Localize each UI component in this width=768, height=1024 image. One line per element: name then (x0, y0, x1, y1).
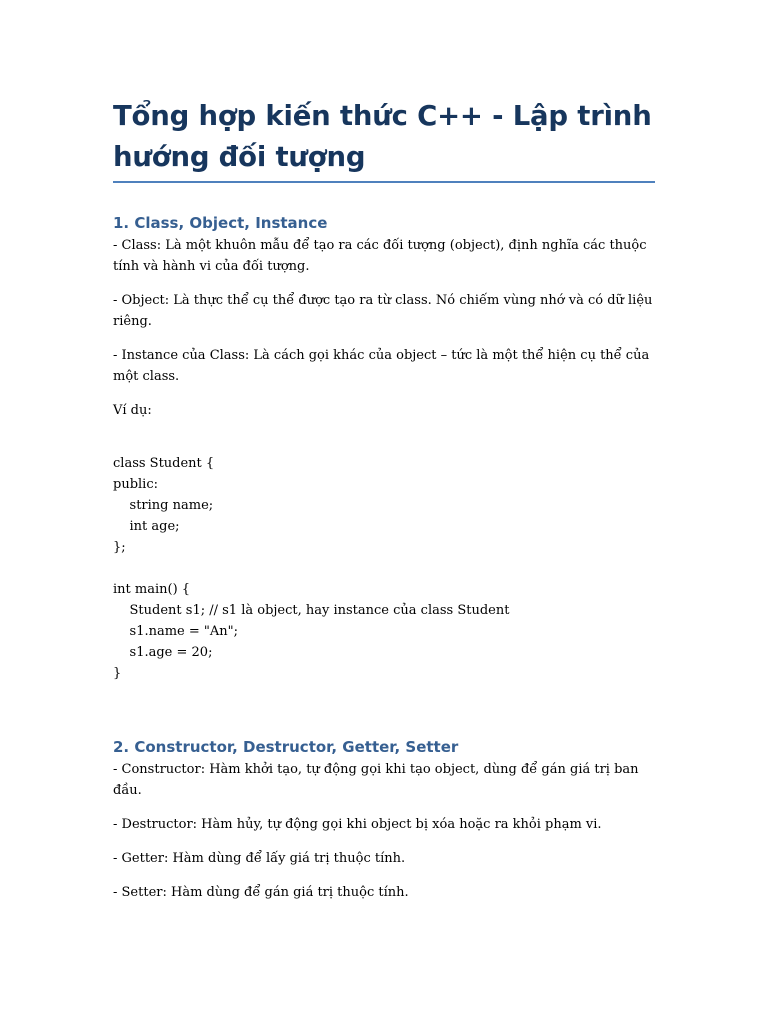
code-line: string name; (113, 498, 214, 513)
code-line: }; (113, 540, 126, 555)
paragraph-object: - Object: Là thực thể cụ thể được tạo ra từ class. Nó chiếm vùng nhớ và có dữ liệu riêng. (113, 293, 653, 329)
code-line: int main() { (113, 582, 191, 597)
paragraph-instance: - Instance của Class: Là cách gọi khác của object – tức là một thể hiện cụ thể của một class. (113, 348, 650, 384)
code-line: s1.age = 20; (113, 645, 213, 660)
paragraph-setter: - Setter: Hàm dùng để gán giá trị thuộc tính. (113, 885, 409, 900)
section-1-heading: 1. Class, Object, Instance (113, 214, 328, 232)
section-2-heading: 2. Constructor, Destructor, Getter, Setter (113, 738, 459, 756)
title-underline (113, 181, 655, 183)
code-line: } (113, 666, 122, 681)
title-line-1: Tổng hợp kiến thức C++ - Lập trình (113, 100, 652, 132)
document-title (113, 96, 655, 178)
document-page (113, 96, 655, 903)
code-line: class Student { (113, 456, 215, 471)
code-line: int age; (113, 519, 180, 534)
title-line-2: hướng đối tượng (113, 141, 366, 173)
code-line: s1.name = "An"; (113, 624, 239, 639)
code-line: Student s1; // s1 là object, hay instance của class Student (113, 603, 510, 618)
code-example (113, 453, 655, 684)
paragraph-constructor: - Constructor: Hàm khởi tạo, tự động gọi khi tạo object, dùng để gán giá trị ban đầu. (113, 762, 639, 798)
paragraph-getter: - Getter: Hàm dùng để lấy giá trị thuộc tính. (113, 851, 406, 866)
paragraph-destructor: - Destructor: Hàm hủy, tự động gọi khi object bị xóa hoặc ra khỏi phạm vi. (113, 817, 602, 832)
code-line-blank (113, 558, 655, 579)
paragraph-class: - Class: Là một khuôn mẫu để tạo ra các đối tượng (object), định nghĩa các thuộc tính và hành vi của đối tượng. (113, 238, 647, 274)
paragraph-example-label: Ví dụ: (113, 403, 152, 418)
code-line: public: (113, 477, 158, 492)
